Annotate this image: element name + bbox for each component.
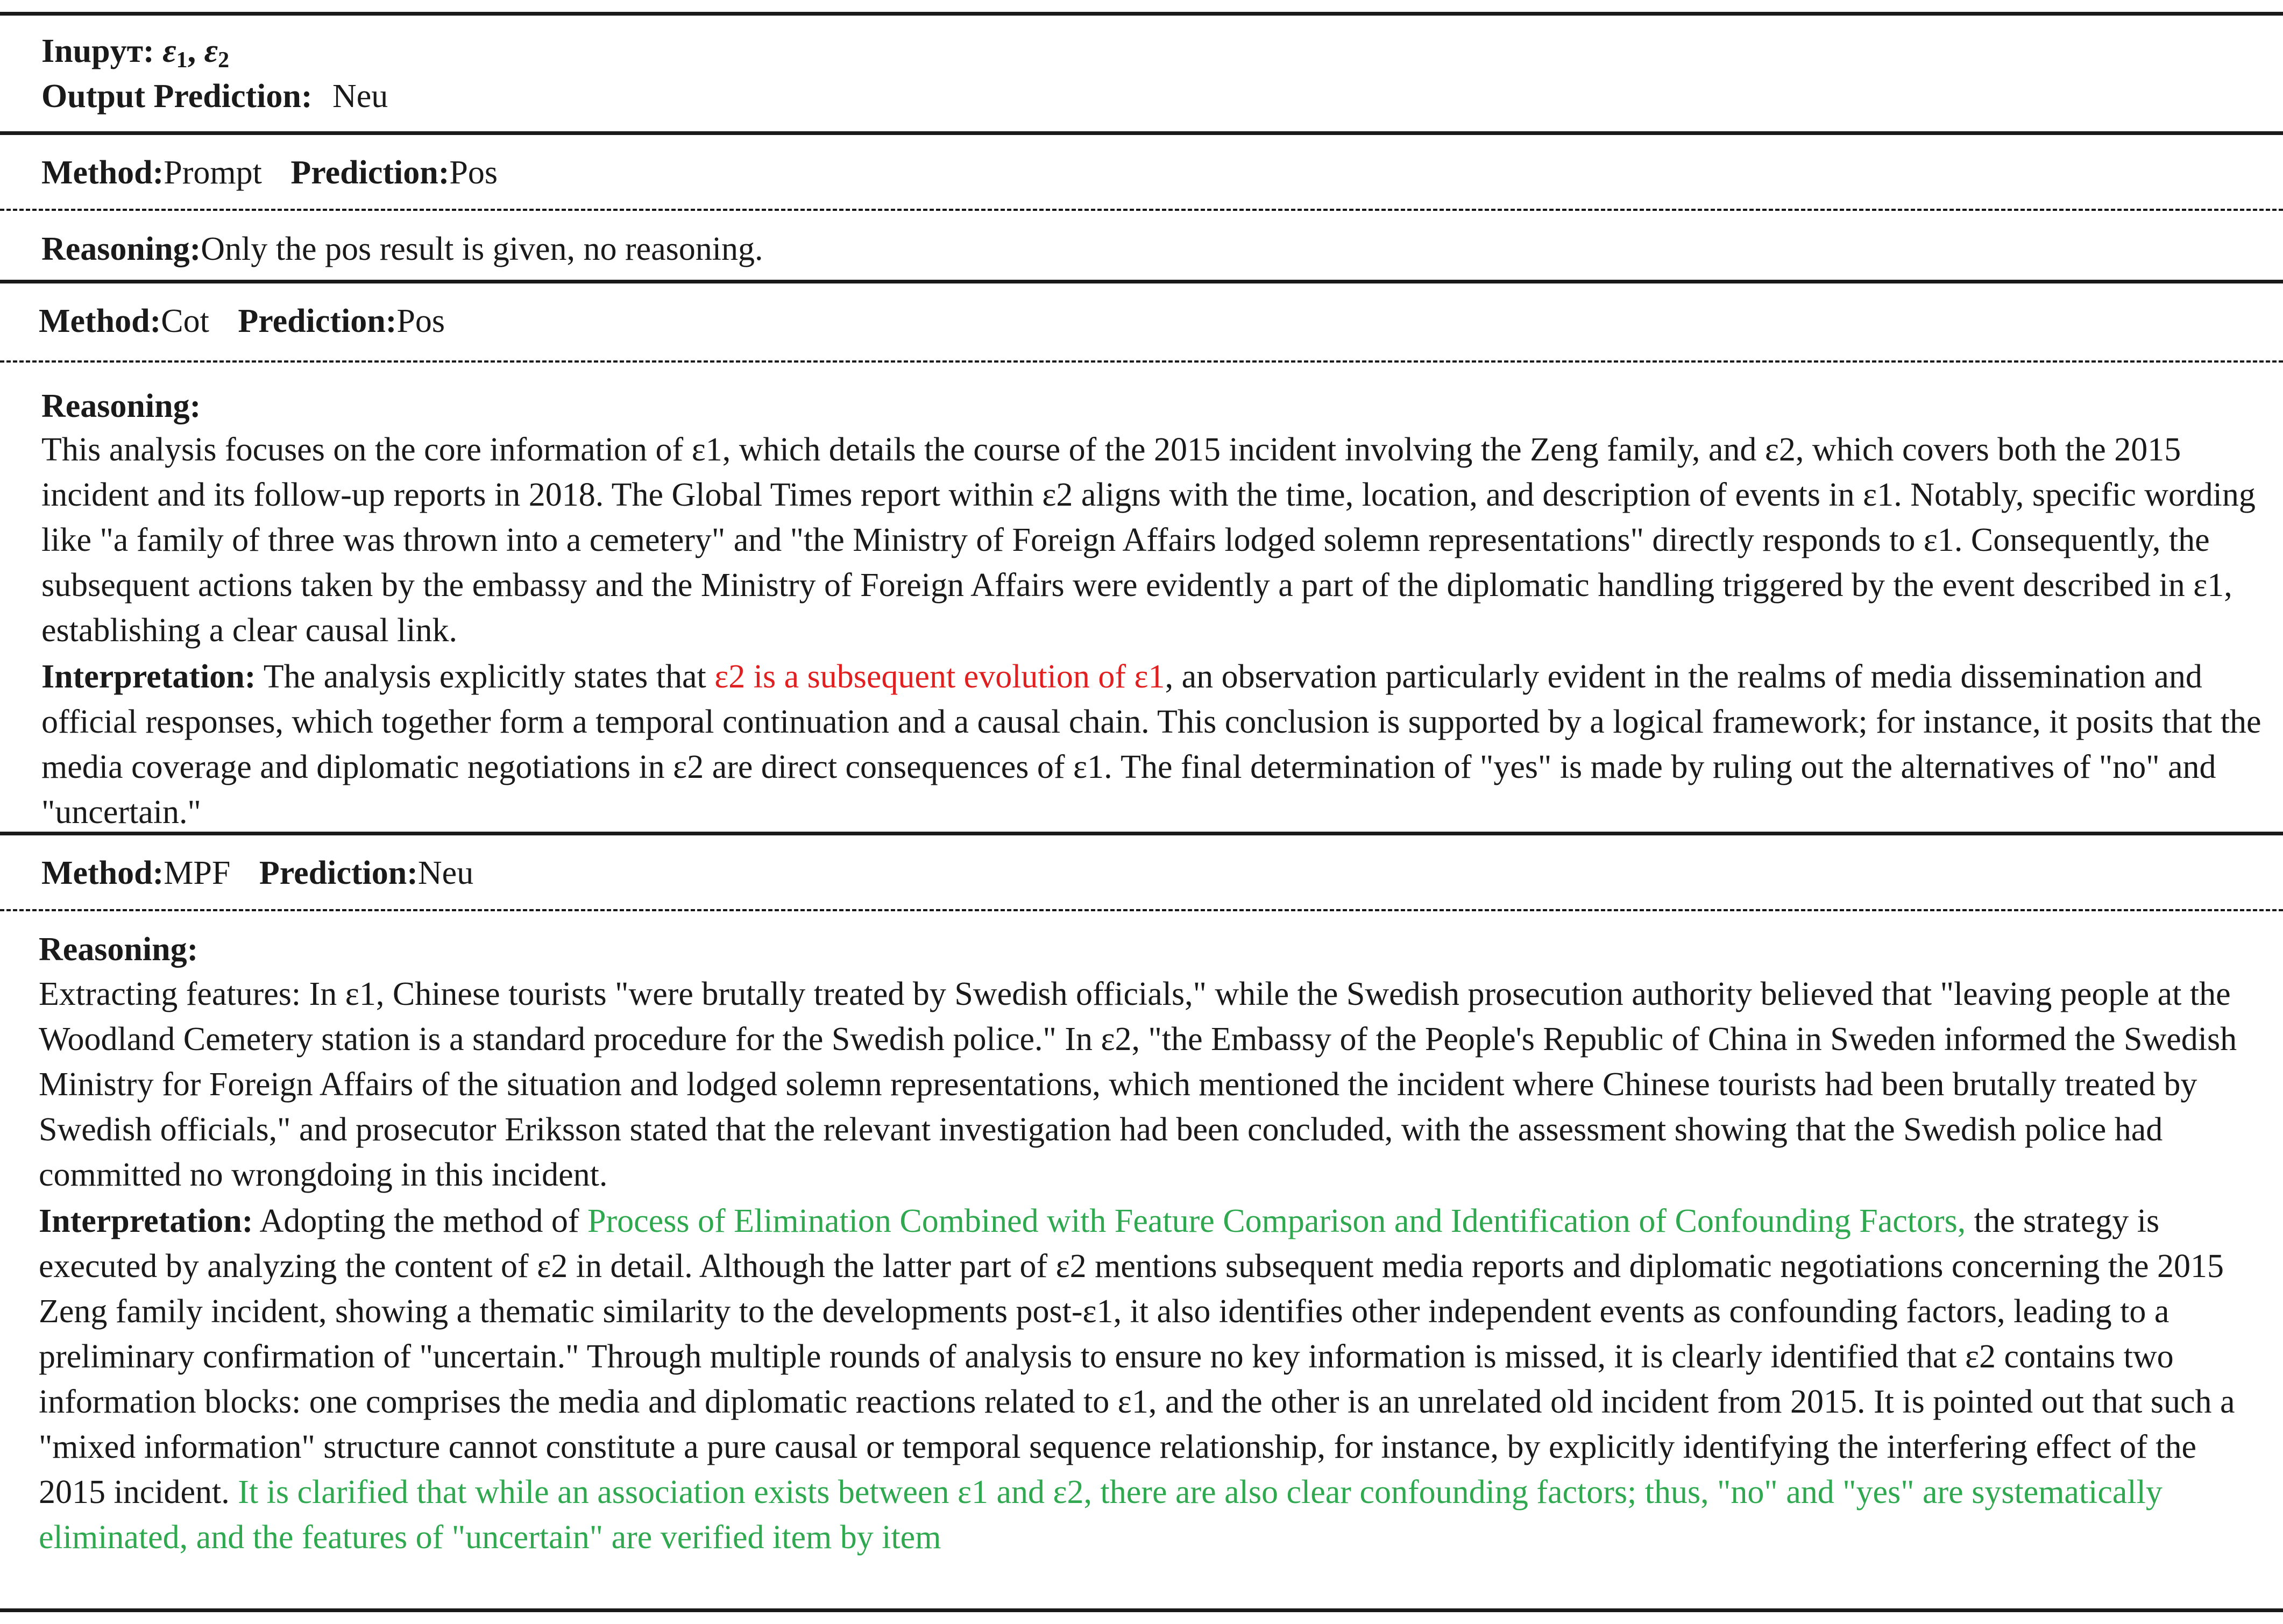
prompt-method-value: Prompt [164, 154, 262, 191]
mpf-prediction-value: Neu [417, 855, 474, 891]
mpf-interpretation-highlight-2: It is clarified that while an association exists between ε1 and ε2, there are also clear confounding factors; thus, "no" and "yes" are systematically eliminated, and the features of "uncertain" are verified item by item [39, 1474, 2163, 1556]
cot-interpretation [41, 654, 2268, 835]
prompt-reasoning-text: Only the pos result is given, no reasoning. [201, 231, 763, 267]
cot-bottom-rule [0, 832, 2283, 835]
cot-method-label: Method: [39, 303, 161, 339]
prompt-dashed-divider [0, 209, 2283, 211]
header-bottom-rule [0, 131, 2283, 135]
mpf-method-label: Method: [41, 855, 164, 891]
prompt-method-row [41, 151, 498, 195]
output-row [41, 74, 388, 118]
cot-reasoning-label: Reasoning: [41, 388, 201, 424]
cot-method-row [39, 299, 445, 343]
prompt-bottom-rule [0, 280, 2283, 283]
mpf-interpretation-pre: Adopting the method of [259, 1203, 588, 1239]
prompt-reasoning-row [41, 227, 763, 271]
input-label: Inupут: [41, 33, 154, 69]
mpf-interpretation [39, 1199, 2266, 1560]
cot-prediction-label: Prediction: [238, 303, 397, 339]
epsilon-2-symbol: $\varepsilon_2$ [204, 33, 230, 73]
mpf-dashed-divider [0, 909, 2283, 911]
bottom-rule [0, 1608, 2283, 1612]
mpf-interpretation-mid: the strategy is executed by analyzing the content of ε2 in detail. Although the latter part of ε2 mentions subsequent media reports and diplomatic negotiations concerning the 2015 Zeng family incident, showing a thematic similarity to the developments post-ε1, it also identifies other independent events as confounding factors, leading to a preliminary confirmation of "uncertain." Through multiple rounds of analysis to ensure no key information is missed, it is clearly identified that ε2 contains two information blocks: one comprises the media and diplomatic reactions related to ε1, and the other is an unrelated old incident from 2015. It is pointed out that such a "mixed information" structure cannot constitute a pure causal or temporal sequence relationship, for instance, by explicitly identifying the interfering effect of the 2015 incident. [39, 1203, 2235, 1510]
cot-prediction-value: Pos [396, 303, 445, 339]
prompt-method-label: Method: [41, 154, 164, 191]
cot-reasoning-text: This analysis focuses on the core information of ε1, which details the course of the 2015 incident involving the Zeng family, and ε2, which covers both the 2015 incident and its follow-up reports in 2018. The Global Times report within ε2 aligns with the time, location, and description of events in ε1. Notably, specific wording like "a family of three was thrown into a cemetery" and "the Ministry of Foreign Affairs lodged solemn representations" directly responds to ε1. Consequently, the subsequent actions taken by the embassy and the Ministry of Foreign Affairs were evidently a part of the diplomatic handling triggered by the event described in ε1, establishing a clear causal link. [41, 431, 2256, 649]
cot-dashed-divider [0, 360, 2283, 363]
cot-interpretation-pre: The analysis explicitly states that [263, 658, 715, 695]
output-value: Neu [332, 78, 388, 115]
mpf-interpretation-highlight-1: Process of Elimination Combined with Feature Comparison and Identification of Confounding Factors, [587, 1203, 1966, 1239]
prompt-prediction-value: Pos [449, 154, 498, 191]
mpf-prediction-label: Prediction: [259, 855, 418, 891]
mpf-reasoning-label: Reasoning: [39, 931, 198, 968]
cot-method-value: Cot [161, 303, 209, 339]
cot-interpretation-post: , an observation particularly evident in the realms of media dissemination and official responses, which together form a temporal continuation and a causal chain. This conclusion is supported by a logical framework; for instance, it posits that the media coverage and diplomatic negotiations in ε2 are direct consequences of ε1. The final determination of "yes" is made by ruling out the alternatives of "no" and "uncertain." [41, 658, 2261, 831]
mpf-method-value: MPF [164, 855, 231, 891]
output-label: Output Prediction: [41, 78, 313, 115]
epsilon-1-symbol: $\varepsilon_1$ [162, 33, 188, 73]
top-rule [0, 12, 2283, 16]
cot-interpretation-label: Interpretation: [41, 658, 256, 695]
mpf-method-row [41, 851, 473, 895]
cot-interpretation-highlight: ε2 is a subsequent evolution of ε1 [714, 658, 1165, 695]
mpf-reasoning-text: Extracting features: In ε1, Chinese tourists "were brutally treated by Swedish officials," while the Swedish prosecution authority believed that "leaving people at the Woodland Cemetery station is a standard procedure for the Swedish police." In ε2, "the Embassy of the People's Republic of China in Sweden informed the Swedish Ministry for Foreign Affairs of the situation and lodged solemn representations, which mentioned the incident where Chinese tourists had been brutally treated by Swedish officials," and prosecutor Eriksson stated that the relevant investigation had been concluded, with the assessment showing that the Swedish police had committed no wrongdoing in this incident. [39, 976, 2237, 1193]
prompt-prediction-label: Prediction: [290, 154, 450, 191]
mpf-interpretation-label: Interpretation: [39, 1203, 253, 1239]
input-separator: , [187, 33, 204, 69]
prompt-reasoning-label: Reasoning: [41, 231, 201, 267]
